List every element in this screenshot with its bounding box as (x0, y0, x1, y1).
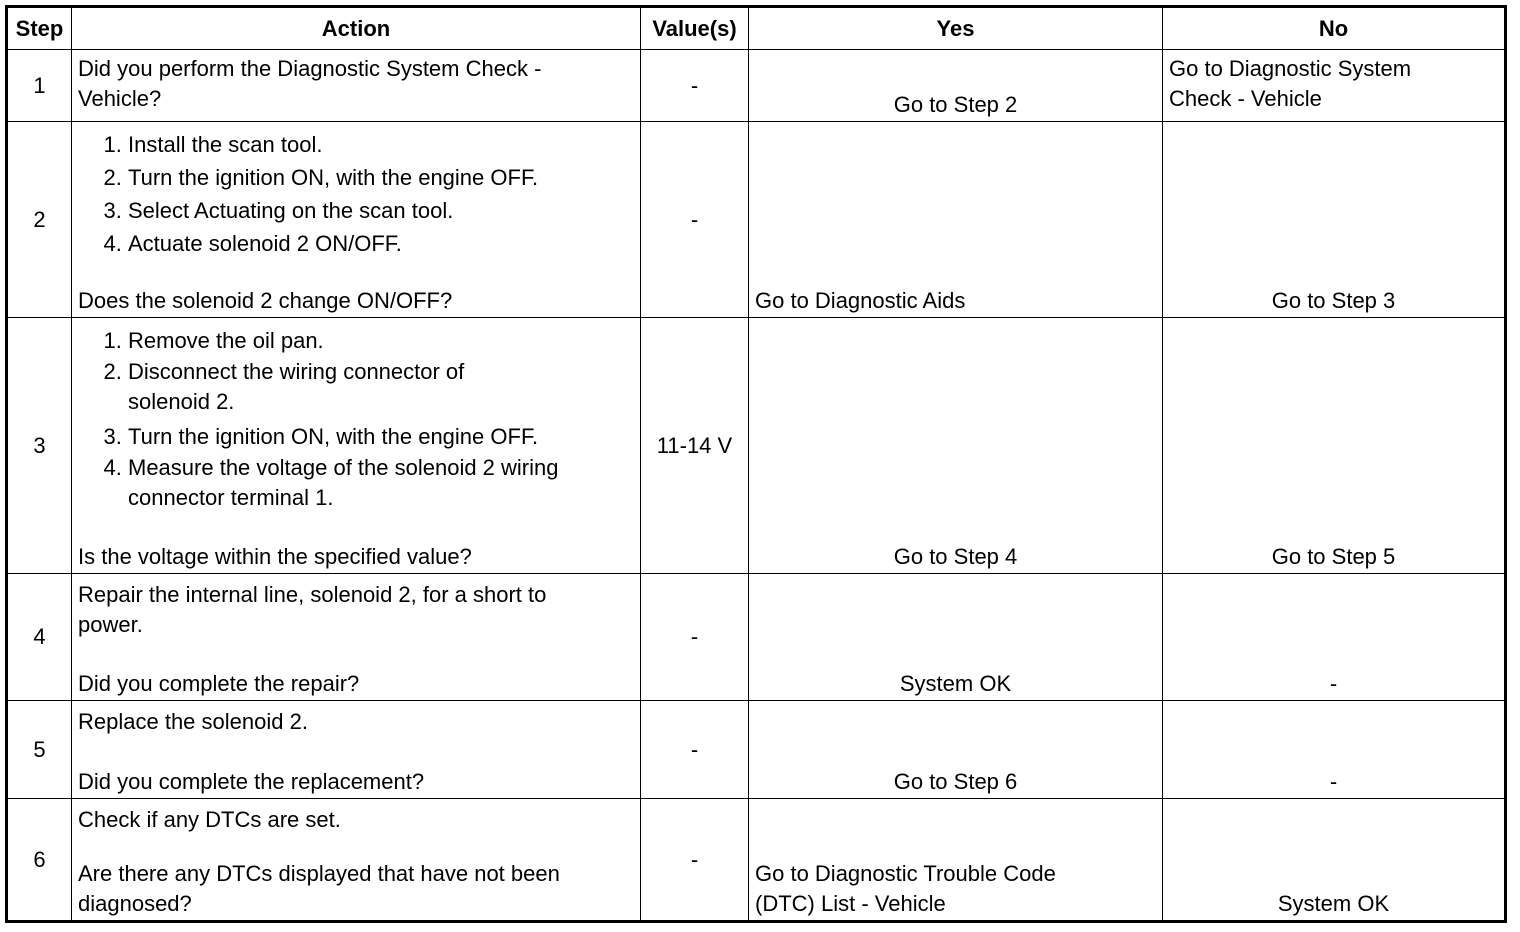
no-link[interactable]: Go to Step 3 (1271, 288, 1396, 313)
yes-link[interactable]: Go to Diagnostic Trouble Code (755, 861, 1056, 886)
diagnostic-table (5, 5, 1507, 923)
list-item-text: 4. Measure the voltage of the solenoid 2 wiring (128, 455, 559, 480)
value-cell: - (641, 799, 749, 920)
no-cell (1163, 701, 1504, 799)
list-item: 4. Actuate solenoid 2 ON/OFF. (128, 227, 634, 260)
action-question-block (78, 859, 634, 919)
list-item-text: connector terminal 1. (128, 485, 334, 510)
action-text: Did you perform the Diagnostic System Check - (78, 56, 542, 81)
yes-link[interactable]: Go to Step 2 (893, 92, 1018, 117)
action-question: Does the solenoid 2 change ON/OFF? (78, 288, 453, 313)
action-question: diagnosed? (78, 891, 192, 916)
value-cell: 11-14 V (641, 318, 749, 574)
list-item-text: 2. Disconnect the wiring connector of (128, 359, 465, 384)
header-no: No (1163, 8, 1504, 50)
step-number: 1 (8, 50, 72, 122)
value-cell: - (641, 50, 749, 122)
yes-link[interactable]: Go to Step 4 (893, 544, 1018, 569)
step-number: 3 (8, 318, 72, 574)
list-item: 1. Remove the oil pan. (128, 324, 634, 357)
no-cell (1163, 318, 1504, 574)
action-cell (72, 574, 641, 701)
action-question: Are there any DTCs displayed that have not been (78, 861, 560, 886)
action-cell (72, 50, 641, 122)
action-text: Replace the solenoid 2. (78, 709, 308, 734)
no-cell (1163, 50, 1504, 122)
list-item: 1. Install the scan tool. (128, 128, 634, 161)
header-yes: Yes (749, 8, 1163, 50)
action-cell (72, 799, 641, 920)
list-item-text: solenoid 2. (128, 389, 235, 414)
action-text: Vehicle? (78, 86, 162, 111)
action-steps-list (78, 324, 634, 516)
no-cell (1163, 799, 1504, 920)
yes-cell (749, 799, 1163, 920)
value-cell: - (641, 574, 749, 701)
no-cell (1163, 122, 1504, 318)
list-item (128, 453, 634, 516)
yes-cell (749, 701, 1163, 799)
yes-link[interactable]: (DTC) List - Vehicle (755, 891, 946, 916)
value-cell: - (641, 122, 749, 318)
action-text: power. (78, 612, 143, 637)
no-value: System OK (1277, 891, 1390, 916)
step-number: 6 (8, 799, 72, 920)
list-item: 3. Select Actuating on the scan tool. (128, 194, 634, 227)
no-link[interactable]: Go to Diagnostic System (1169, 56, 1412, 81)
action-cell (72, 122, 641, 318)
header-values: Value(s) (641, 8, 749, 50)
value-cell: - (641, 701, 749, 799)
action-question: Is the voltage within the specified value? (78, 544, 472, 569)
list-item: 2. Turn the ignition ON, with the engine OFF. (128, 161, 634, 194)
action-question: Did you complete the repair? (78, 671, 360, 696)
step-number: 5 (8, 701, 72, 799)
action-cell (72, 701, 641, 799)
action-text: Repair the internal line, solenoid 2, for a short to (78, 582, 547, 607)
step-number: 4 (8, 574, 72, 701)
yes-link[interactable]: System OK (899, 671, 1012, 696)
list-item: 3. Turn the ignition ON, with the engine OFF. (128, 420, 634, 453)
action-text: Check if any DTCs are set. (78, 807, 341, 832)
no-link[interactable]: Go to Step 5 (1271, 544, 1396, 569)
yes-cell (749, 122, 1163, 318)
yes-link[interactable]: Go to Diagnostic Aids (755, 288, 966, 313)
action-text-block (78, 580, 634, 640)
list-item (128, 357, 634, 420)
yes-cell (749, 50, 1163, 122)
action-steps-list (78, 128, 634, 260)
no-value: - (1329, 671, 1338, 696)
action-cell (72, 318, 641, 574)
yes-cell (749, 574, 1163, 701)
step-number: 2 (8, 122, 72, 318)
no-value: - (1329, 769, 1338, 794)
yes-cell (749, 318, 1163, 574)
header-action: Action (72, 8, 641, 50)
yes-link[interactable]: Go to Step 6 (893, 769, 1018, 794)
no-cell (1163, 574, 1504, 701)
no-link[interactable]: Check - Vehicle (1169, 86, 1322, 111)
action-question: Did you complete the replacement? (78, 769, 425, 794)
header-step: Step (8, 8, 72, 50)
